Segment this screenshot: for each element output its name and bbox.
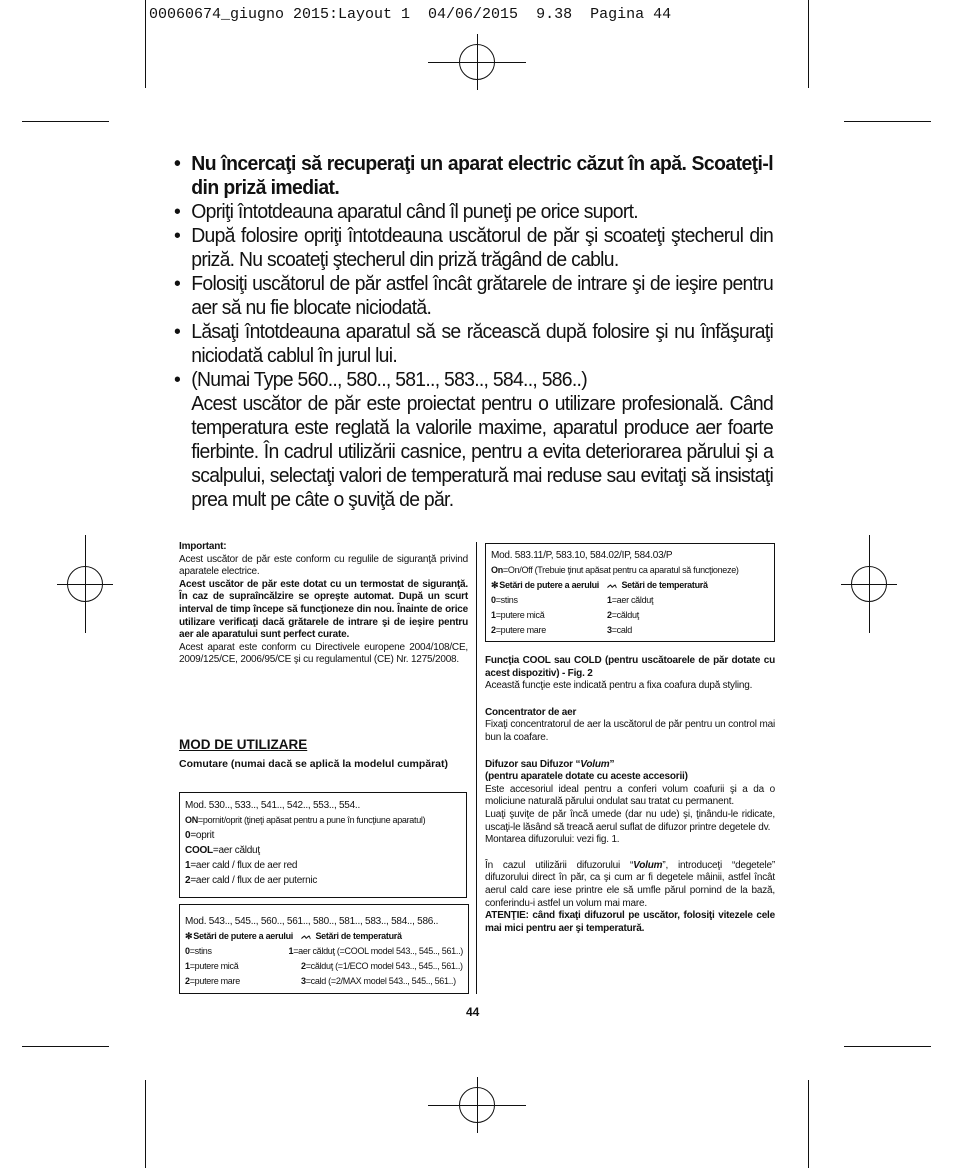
setting-line: 2=aer cald / flux de aer puternic [185,875,318,886]
setting-line: On=On/Off (Trebuie ţinut apăsat pentru ca aparatul să funcţioneze) [491,565,739,575]
legend-row: ✻Setări de putere a aerului ᨓ Setări de temperatură [491,580,708,590]
model-list: Mod. 543.., 545.., 560.., 561.., 580.., 581.., 583.., 584.., 586.. [185,916,439,927]
model-list: Mod. 530.., 533.., 541.., 542.., 553.., 554.. [185,800,360,811]
diffuser-paragraph: Este accesoriul ideal pentru a conferi volum coafurii şi a da o moliciune naturală părului ondulat sau tratat cu permanent. [485,783,775,808]
bullet-item: • Folosiţi uscătorul de păr astfel încât grătarele de intrare şi de ieşire pentru aer să nu fie blocate niciodată. [174,273,774,319]
setting-line: 0=oprit [185,830,215,841]
section-subtitle: Comutare (numai dacă se aplică la modelul cumpărat) [179,758,448,770]
page-number: 44 [466,1005,480,1019]
diffuser-heading: Difuzor sau Difuzor “Volum” [485,758,615,770]
bullet-item: • Opriţi întotdeauna aparatul când îl puneţi pe orice suport. [174,201,638,223]
table-row: 2=putere mare 3=cald (=2/MAX model 543.., 545.., 561..) [185,976,456,986]
fan-icon: ✻ [185,931,193,941]
diffuser-subheading: (pentru aparatele dotate cu aceste accesorii) [485,771,688,783]
model-box-2 [179,904,469,994]
table-row: 1=putere mică 2=călduţ [491,610,639,620]
table-row: 2=putere mare 3=cald [491,625,632,635]
print-slug: 00060674_giugno 2015:Layout 1 04/06/2015 9.38 Pagina 44 [149,6,672,23]
important-paragraph: Acest uscător de păr este conform cu regulile de siguranţă privind aparatele electrice. [179,553,468,578]
safety-bullet-list [174,152,776,512]
column-divider [476,542,477,994]
important-section [179,541,468,667]
important-paragraph-bold: Acest uscător de păr este dotat cu un termostat de siguranţă. În caz de supraîncălzire se opreşte automat. După un scurt interval de timp începe să funcţioneze din nou. Înainte de orice utilizare verificaţi dacă grătarele de intrare şi de ieşire pentru aer ale aparatului sunt perfect curate. [179,578,468,641]
diffuser-paragraph: Montarea difuzorului: vezi fig. 1. [485,834,620,846]
concentrator-heading: Concentrator de aer [485,706,577,718]
bullet-item: • După folosire opriţi întotdeauna uscătorul de păr şi scoateţi ştecherul din priză. Nu scoateţi ştecherul din priză trăgând de cablu. [174,225,774,271]
heat-icon: ᨓ [301,931,312,941]
cool-text: Această funcţie este indicată pentru a fixa coafura după styling. [485,680,753,692]
legend-row: ✻Setări de putere a aerului ᨓ Setări de temperatură [185,931,402,941]
model-box-1 [179,792,467,898]
important-paragraph: Acest aparat este conform cu Directivele europene 2004/108/CE, 2009/125/CE, 2006/95/CE şi cu regulamentul (CE) Nr. 1275/2008. [179,641,468,666]
setting-line: COOL=aer călduţ [185,845,260,856]
bullet-item: • Lăsaţi întotdeauna aparatul să se răcească după folosire şi nu înfăşuraţi niciodată cablul în jurul lui. [174,321,774,367]
model-box-3 [485,543,775,642]
table-row: 0=stins 1=aer călduţ (=COOL model 543.., 545.., 561..) [185,946,463,956]
cool-heading: Funcţia COOL sau COLD (pentru uscătoarele de păr dotate cu acest dispozitiv) - Fig. 2 [485,655,775,679]
setting-line: ON=pornit/oprit (ţineţi apăsat pentru a pune în funcţiune aparatul) [185,815,426,825]
diffuser-paragraph: Luaţi şuviţe de păr încă umede (dar nu ude) şi, ţinându-le ridicate, uscaţi-le lăsând să treacă aerul suflat de difuzor printre degetele dv. [485,808,775,833]
important-heading: Important: [179,541,227,552]
bullet-continuation: Acest uscător de păr este proiectat pentru o utilizare profesională. Când temperatura este reglată la valorile maxime, aparatul produce aer foarte fierbinte. În cadrul utilizării casnice, pentru a evita deteriorarea părului şi a scalpului, selectaţi valori de temperatură mai reduse sau evitaţi să insistaţi prea mult pe câte o şuviţă de păr. [191,393,774,511]
concentrator-text: Fixaţi concentratorul de aer la uscătorul de păr pentru un control mai bun la coafare. [485,719,775,743]
setting-line: 1=aer cald / flux de aer red [185,860,298,871]
warning-text: ATENŢIE: când fixaţi difuzorul pe uscător, folosiţi vitezele cele mai mici pentru aer şi temperatură. [485,910,775,934]
bullet-item: • (Numai Type 560.., 580.., 581.., 583.., 584.., 586..) [174,369,587,391]
table-row: 0=stins 1=aer călduţ [491,595,654,605]
section-title: MOD DE UTILIZARE [179,737,308,752]
model-list: Mod. 583.11/P, 583.10, 584.02/IP, 584.03/P [491,550,673,561]
bullet-item: • Nu încercaţi să recuperaţi un aparat electric căzut în apă. Scoateţi-l din priză imediat. [174,153,774,199]
fan-icon: ✻ [491,580,499,590]
heat-icon: ᨓ [607,580,618,590]
accessories-section [485,655,775,935]
table-row: 1=putere mică 2=călduţ (=1/ECO model 543.., 545.., 561..) [185,961,463,971]
diffuser-paragraph: În cazul utilizării difuzorului “Volum”, introduceţi “degetele” difuzorului direct în păr, ca şi cum ar fi degetele mâinii, astfel încât aerul cald care iese printre ele să umfle părul pornind de la bază, conferindu-i astfel un volum mai mare. [485,859,775,909]
